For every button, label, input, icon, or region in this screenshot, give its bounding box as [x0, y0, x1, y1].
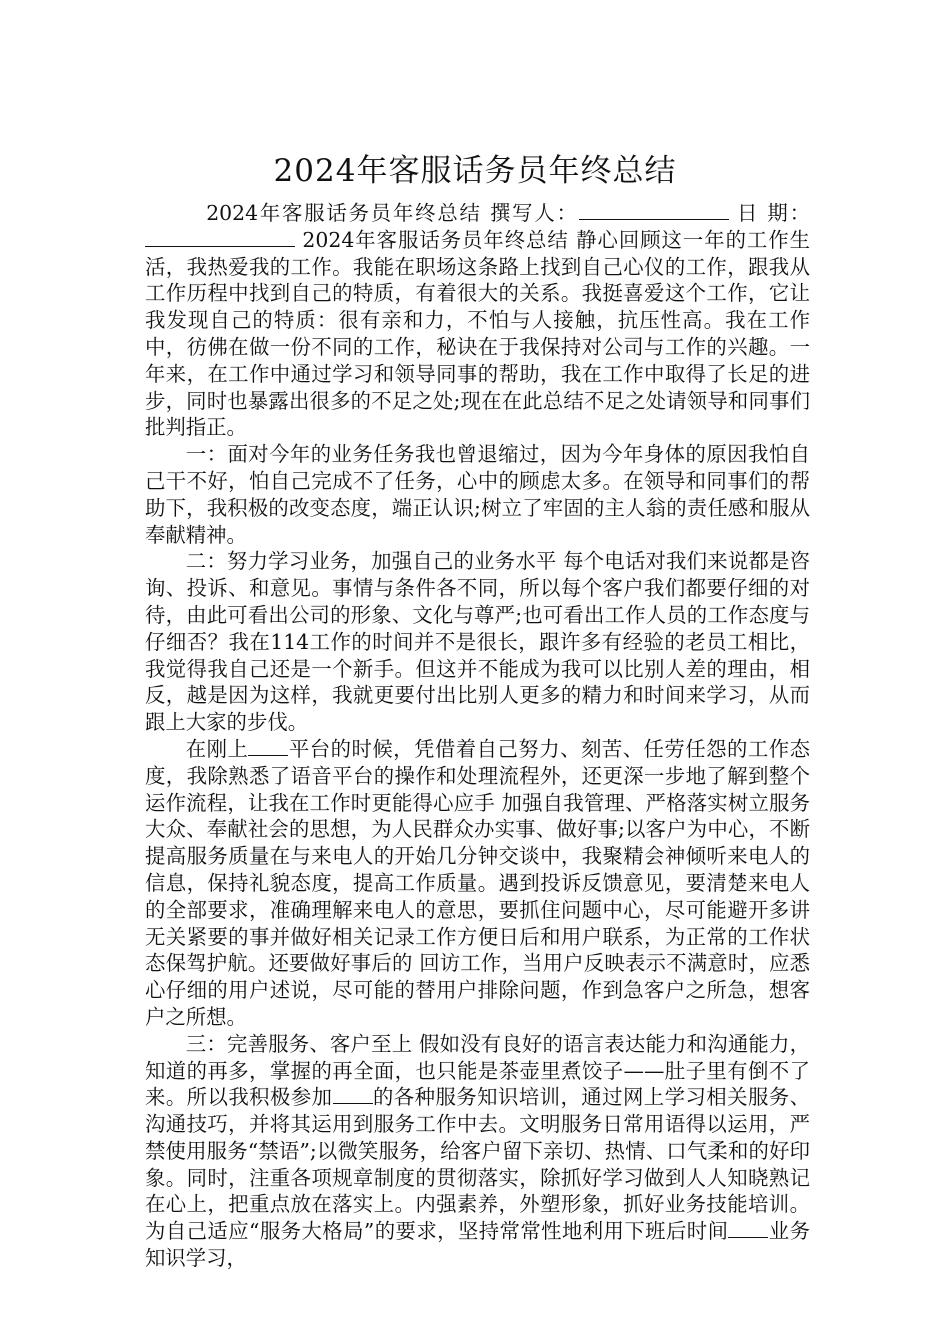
date-label: 日 期： [728, 201, 811, 225]
platform-text-start: 在刚上 [185, 736, 249, 761]
section-three-text-start: 三：完善服务、客户至上 假如没有良好的语言表达能力和沟通能力，知道的再多，掌握的再全面，也只能是茶壶里煮饺子——肚子里有倒不了来。所以我积极参加 [145, 1031, 810, 1110]
author-blank [579, 201, 729, 220]
section-three-paragraph [145, 1031, 810, 1272]
document-body [145, 200, 810, 1272]
section-one-paragraph: 一：面对今年的业务任务我也曾退缩过，因为今年身体的原因我怕自己干不好，怕自己完成不了任务，心中的顾虑太多。在领导和同事们的帮助下，我积极的改变态度，端正认识;树立了牢固的主人翁的责任感和服从奉献精神。 [145, 442, 810, 547]
date-blank [145, 228, 295, 247]
platform-paragraph [145, 736, 810, 1031]
study-blank [728, 1219, 768, 1238]
header-line: 2024年客服话务员年终总结 撰写人： [206, 201, 579, 225]
training-blank [333, 1085, 373, 1104]
platform-text-rest: 平台的时候，凭借着自己努力、刻苦、任劳任怨的工作态度，我除熟悉了语音平台的操作和处理流程外，还更深一步地了解到整个运作流程，让我在工作时更能得心应手 加强自我管理、严格落实树立服务大众、奉献社会的思想，为人民群众办实事、做好事;以客户为中心，不断提高服务质量在与来电人的开始几分钟交谈中，我聚精会神倾听来电人的信息，保持礼貌态度，提高工作质量。遇到投诉反馈意见，要清楚来电人的全部要求，准确理解来电人的意思，要抓住问题中心，尽可能避开多讲无关紧要的事并做好相关记录工作方便日后和用户联系，为正常的工作状态保驾护航。还要做好事后的 回访工作，当用户反映表示不满意时，应悉心仔细的用户述说，尽可能的替用户排除问题，作到急客户之所急，想客户之所想。 [145, 736, 810, 1029]
intro-paragraph [145, 200, 810, 441]
section-two-paragraph: 二：努力学习业务，加强自己的业务水平 每个电话对我们来说都是咨询、投诉、和意见。事情与条件各不同，所以每个客户我们都要仔细的对待，由此可看出公司的形象、文化与尊严;也可看出工作人员的工作态度与仔细否？我在114工作的时间并不是很长，跟许多有经验的老员工相比，我觉得我自己还是一个新手。但这并不能成为我可以比别人差的理由，相反，越是因为这样，我就更要付出比别人更多的精力和时间来学习，从而跟上大家的步伐。 [145, 549, 810, 735]
section-three-text-end: 业务知识学习， [145, 1219, 810, 1271]
document-title: 2024年客服话务员年终总结 [273, 152, 677, 189]
section-three-text-middle: 的各种服务知识培训，通过网上学习相关服务、沟通技巧，并将其运用到服务工作中去。文明服务日常用语得以运用，严禁使用服务“禁语”;以微笑服务，给客户留下亲切、热情、口气柔和的好印象。同时，注重各项规章制度的贯彻落实，除抓好学习做到人人知晓熟记在心上，把重点放在落实上。内强素养，外塑形象，抓好业务技能培训。为自己适应“服务大格局”的要求，坚持常常性地利用下班后时间 [145, 1085, 810, 1244]
platform-blank [248, 737, 288, 756]
intro-text: 2024年客服话务员年终总结 静心回顾这一年的工作生活，我热爱我的工作。我能在职场这条路上找到自己心仪的工作，跟我从工作历程中找到自己的特质，有着很大的关系。我挺喜爱这个工作，它让我发现自己的特质：很有亲和力，不怕与人接触，抗压性高。我在工作中，彷佛在做一份不同的工作，秘诀在于我保持对公司与工作的兴趣。一年来，在工作中通过学习和领导同事的帮助，我在工作中取得了长足的进步，同时也暴露出很多的不足之处;现在在此总结不足之处请领导和同事们批判指正。 [145, 227, 810, 440]
